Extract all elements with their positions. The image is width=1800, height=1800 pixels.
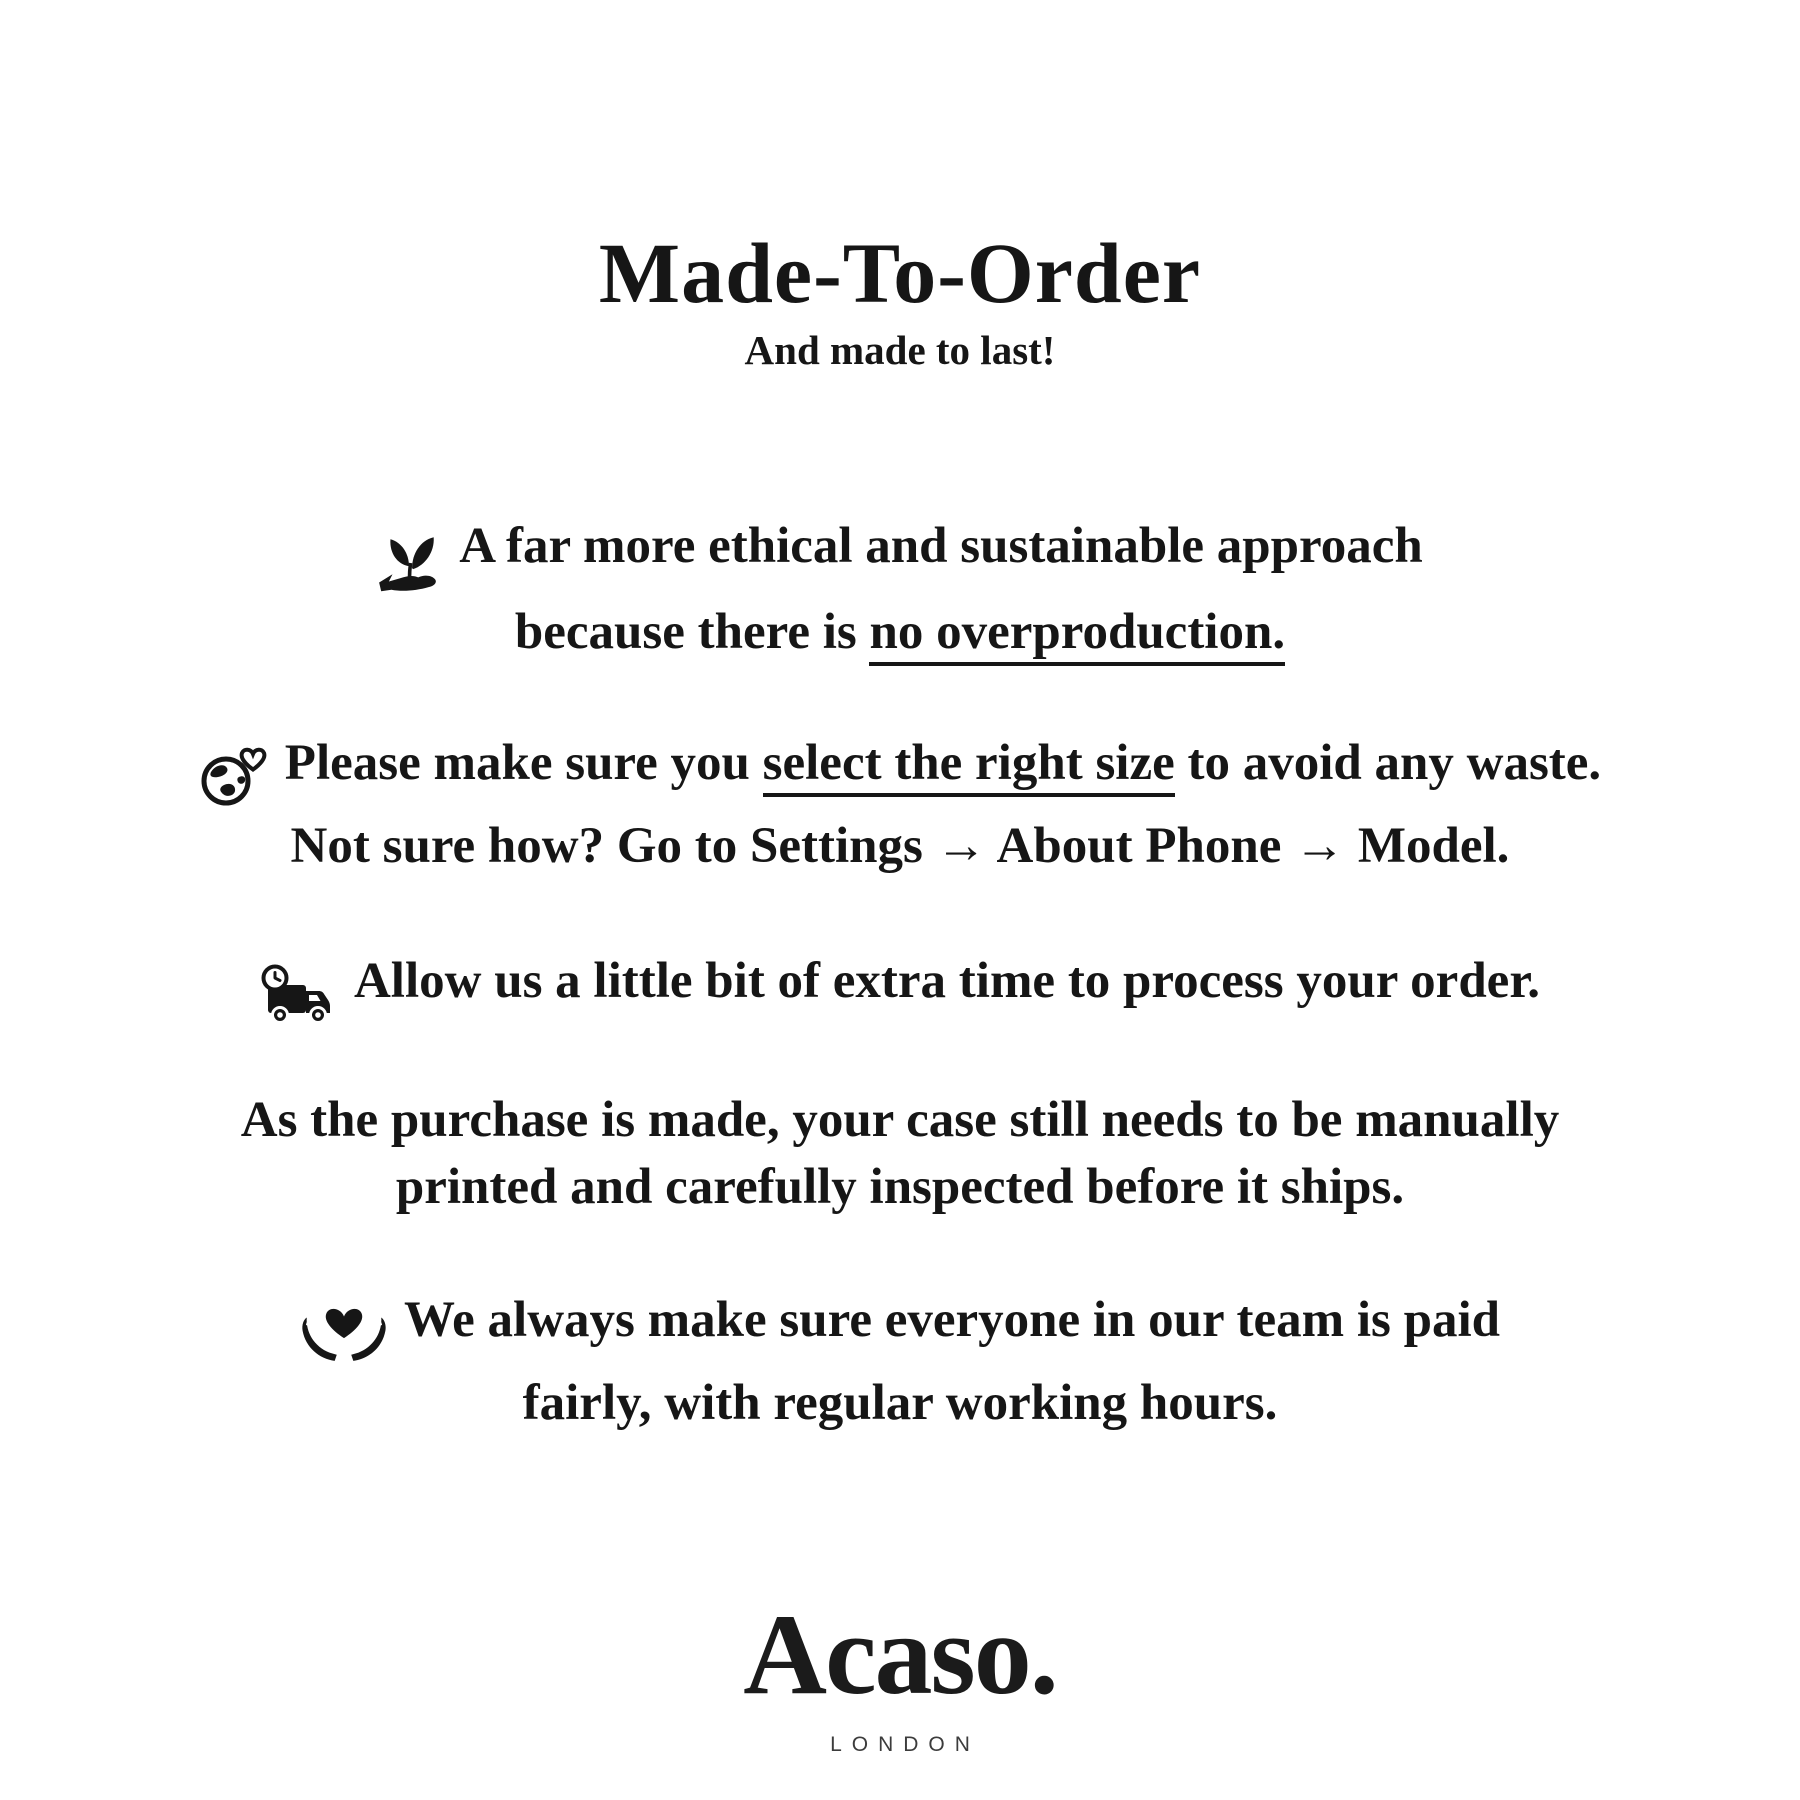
processing-line-1-text: Allow us a little bit of extra time to process your order. xyxy=(353,953,1541,1010)
production-line-2: printed and carefully inspected before it ships. xyxy=(395,1159,1405,1216)
paragraph-sustainability xyxy=(377,513,1422,666)
earth-heart-icon xyxy=(199,746,269,813)
processing-line-1 xyxy=(260,948,1540,1031)
page-title: Made-To-Order xyxy=(598,225,1202,321)
truck-clock-icon xyxy=(260,964,338,1031)
fair-pay-line-2: fairly, with regular working hours. xyxy=(522,1375,1278,1432)
paragraph-sizing xyxy=(199,730,1601,880)
fair-pay-line-1-text: We always make sure everyone in our team is paid xyxy=(403,1292,1500,1349)
seedling-in-hand-icon xyxy=(377,529,443,599)
sustainability-line-1 xyxy=(377,513,1422,599)
sizing-line-1 xyxy=(199,730,1601,813)
sizing-line-2: Not sure how? Go to Settings → About Phone → Model. xyxy=(290,818,1510,875)
sizing-line-1-prefix: Please make sure you xyxy=(284,735,763,792)
sizing-line-1-suffix: to avoid any waste. xyxy=(1174,735,1602,792)
production-line-1: As the purchase is made, your case still needs to be manually xyxy=(240,1092,1560,1149)
underlined-select-right-size: select the right size xyxy=(763,735,1175,797)
fair-pay-line-1 xyxy=(300,1287,1500,1370)
sustainability-line-1-text: A far more ethical and sustainable approach xyxy=(459,518,1423,575)
page-subtitle: And made to last! xyxy=(744,327,1056,374)
sustainability-line-2-prefix: because there is xyxy=(514,604,870,661)
brand-logo: Acaso. xyxy=(743,1591,1057,1720)
sustainability-line-2 xyxy=(377,599,1422,666)
paragraph-fair-pay xyxy=(300,1287,1500,1437)
underlined-no-overproduction: no overproduction. xyxy=(869,604,1285,666)
hands-heart-icon xyxy=(300,1303,388,1370)
brand-location: LONDON xyxy=(830,1733,980,1757)
paragraph-production xyxy=(241,1087,1560,1221)
paragraph-processing xyxy=(260,948,1540,1031)
